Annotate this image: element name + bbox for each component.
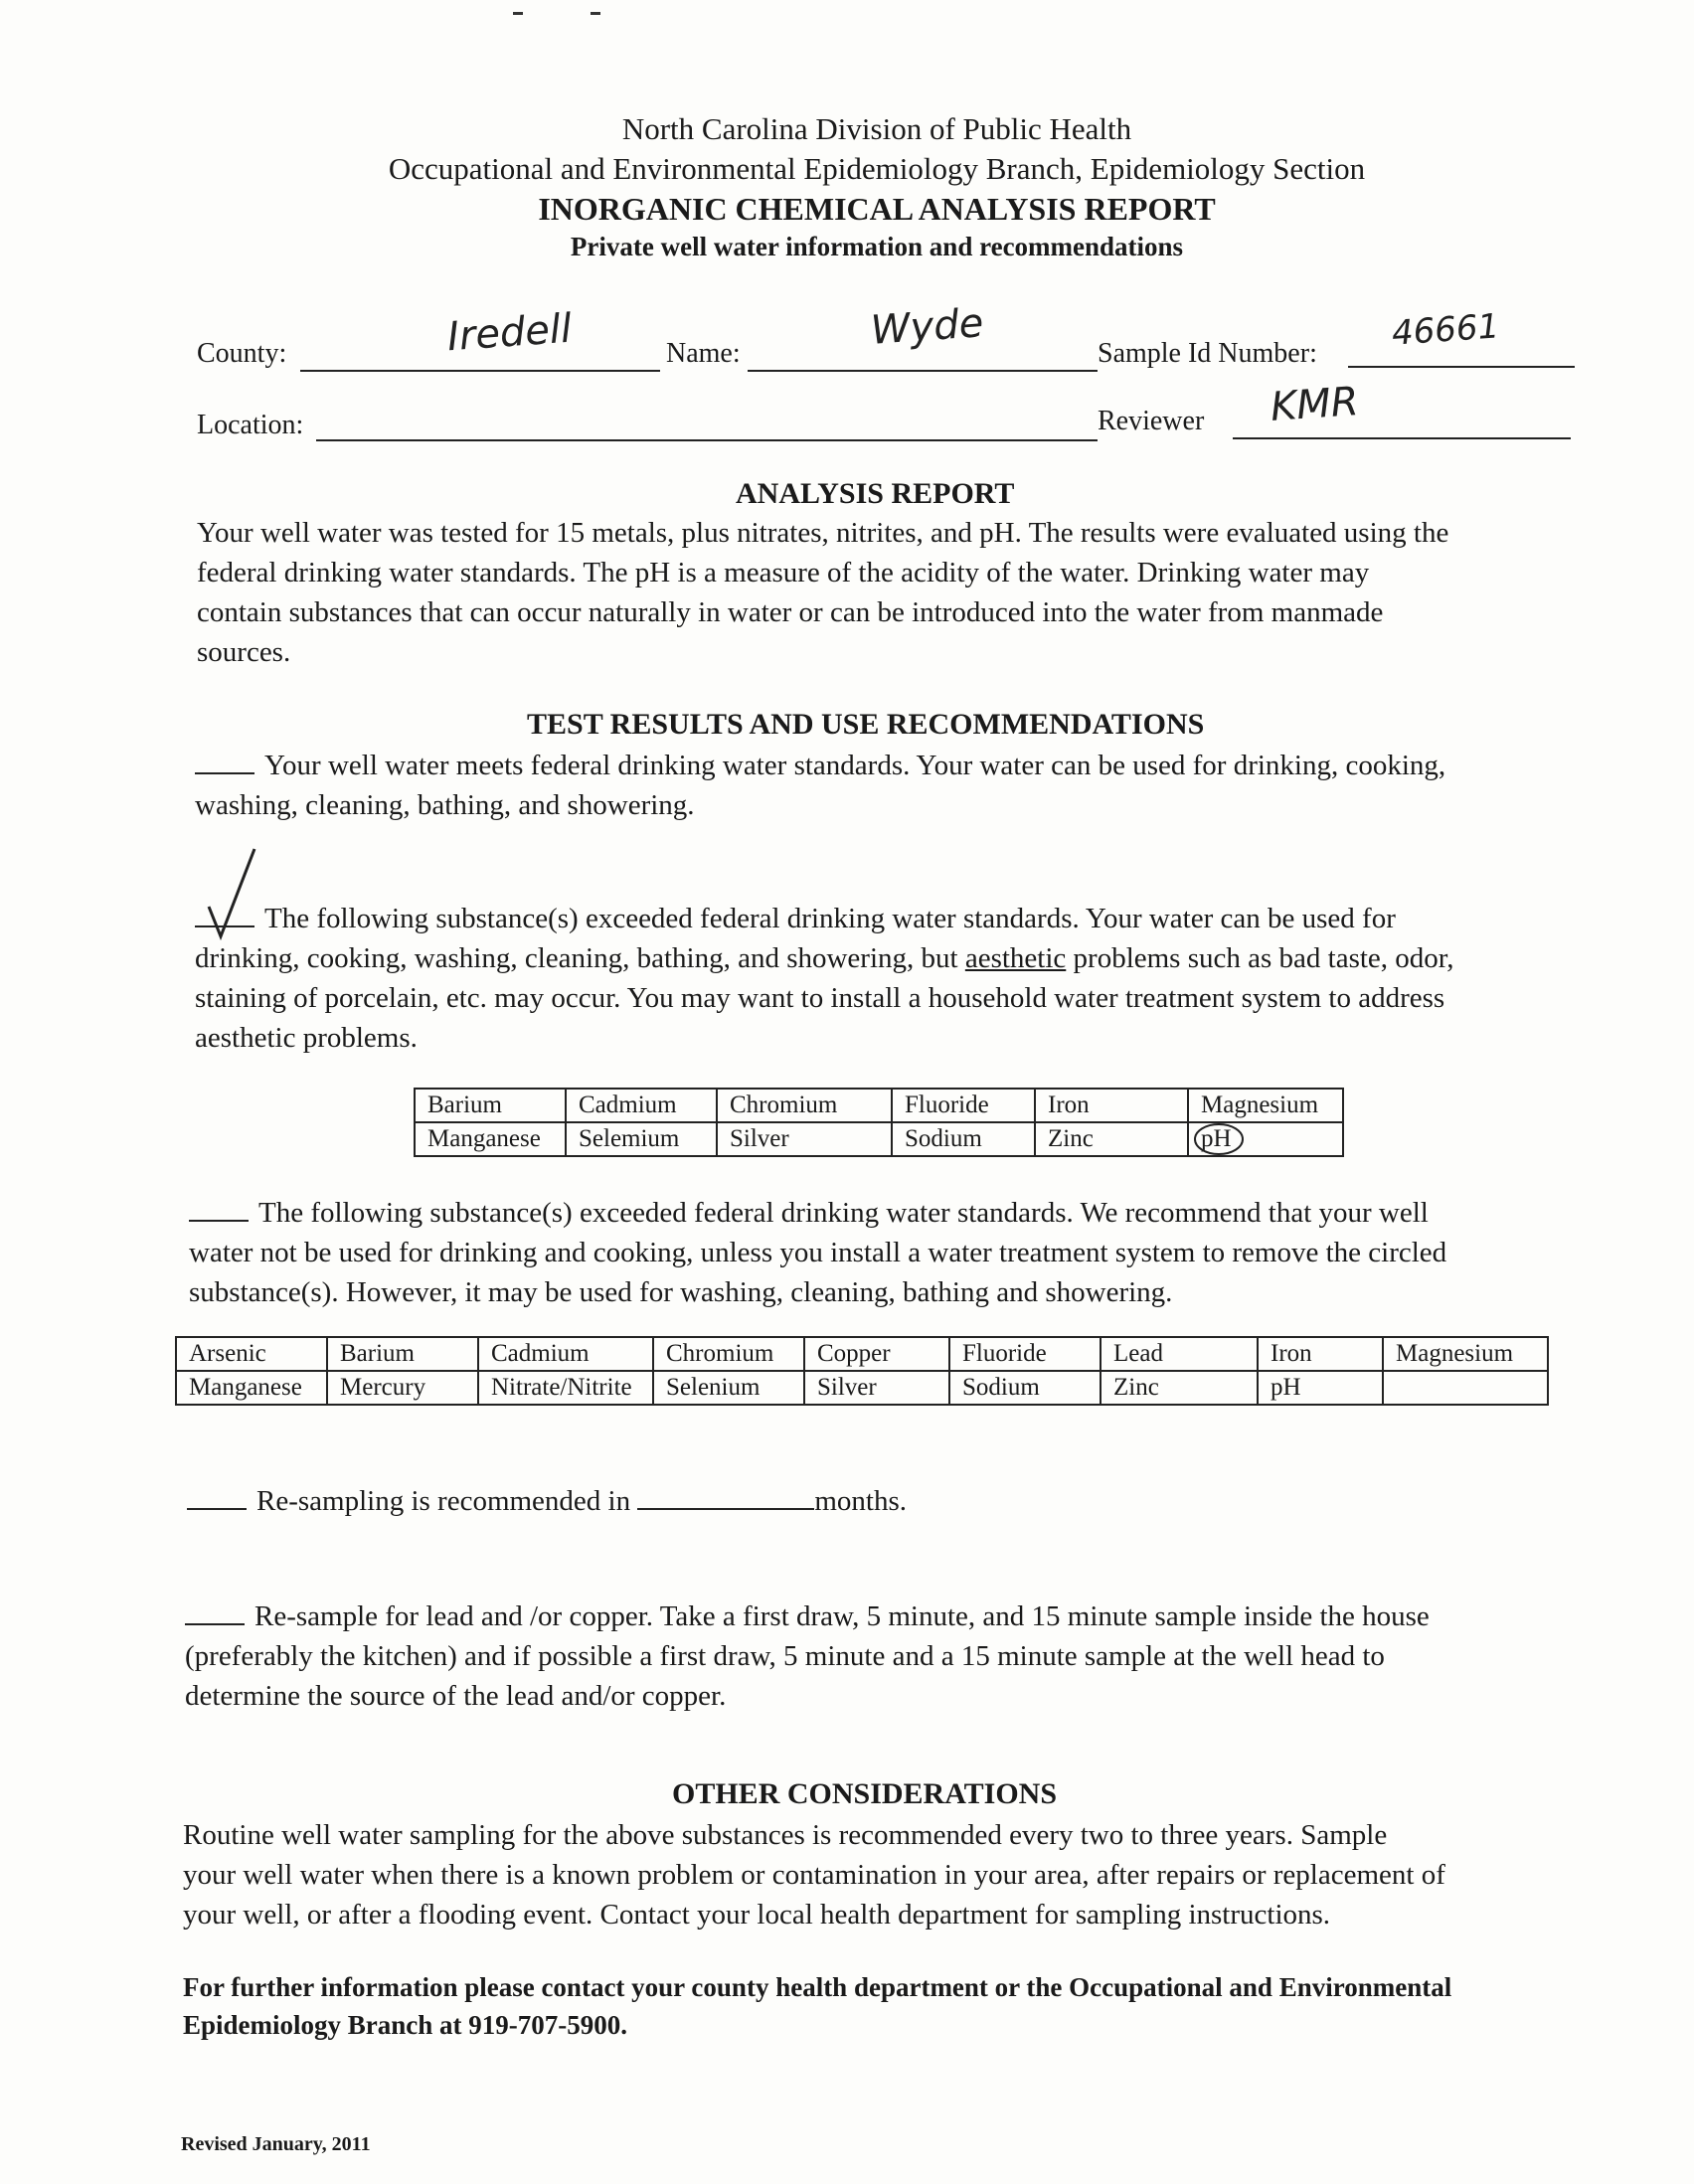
option-do-not-drink (189, 1193, 1610, 1312)
aesthetic-underline: aesthetic (964, 942, 1067, 974)
location-label: Location: (197, 410, 304, 440)
other-heading: OTHER CONSIDERATIONS (672, 1777, 1058, 1810)
table-cell: Magnesium (1383, 1337, 1548, 1371)
table-cell: Chromium (717, 1089, 892, 1122)
lead-line: (preferably the kitchen) and if possible a first draw, 5 minute and a 15 minute sample at the well head to (185, 1640, 1385, 1672)
county-label: County: (197, 338, 287, 369)
resample-months-field[interactable] (637, 1507, 814, 1510)
table-cell: Iron (1258, 1337, 1383, 1371)
lead-copper-checkbox[interactable] (185, 1622, 245, 1625)
lead-line: Re-sample for lead and /or copper. Take a first draw, 5 minute, and 15 minute sample inside the house (254, 1600, 1430, 1632)
option3-line: water not be used for drinking and cooking, unless you install a water treatment system to remove the circled (189, 1237, 1447, 1268)
analysis-line: federal drinking water standards. The pH is a measure of the acidity of the water. Drinking water may (197, 557, 1370, 588)
option2-line: problems such as bad taste, odor, (1066, 942, 1454, 974)
aesthetic-substances-table (414, 1088, 1344, 1157)
analysis-line: Your well water was tested for 15 metals, plus nitrates, nitrites, and pH. The results were evaluated using the (197, 517, 1449, 549)
table-cell: Sodium (949, 1371, 1101, 1405)
table-cell: Magnesium (1188, 1089, 1343, 1122)
table-cell: Iron (1035, 1089, 1188, 1122)
option3-checkbox[interactable] (189, 1219, 249, 1222)
resample-months-label: months. (814, 1485, 908, 1517)
branch-name: Occupational and Environmental Epidemiology Branch, Epidemiology Section (388, 151, 1366, 186)
analysis-heading: ANALYSIS REPORT (736, 477, 1015, 510)
option2-line: drinking, cooking, washing, cleaning, bathing, and showering, but (195, 942, 965, 974)
reviewer-label: Reviewer (1098, 406, 1205, 436)
option1-line: washing, cleaning, bathing, and showering. (195, 789, 695, 821)
table-cell: Silver (804, 1371, 949, 1405)
table-cell: Arsenic (176, 1337, 327, 1371)
table-row (415, 1089, 1343, 1122)
analysis-line: sources. (197, 636, 291, 668)
table-cell: Manganese (176, 1371, 327, 1405)
report-subtitle: Private well water information and recommendations (570, 232, 1184, 261)
name-label: Name: (666, 338, 741, 369)
other-line: Routine well water sampling for the above substances is recommended every two to three years. Sample (183, 1819, 1388, 1851)
other-paragraph (183, 1815, 1614, 1934)
option3-line: substance(s). However, it may be used for washing, cleaning, bathing and showering. (189, 1276, 1173, 1308)
county-field[interactable] (300, 370, 660, 372)
table-cell: Copper (804, 1337, 949, 1371)
analysis-paragraph (197, 513, 1609, 672)
table-cell: Barium (415, 1089, 566, 1122)
reviewer-field[interactable] (1233, 437, 1571, 439)
location-field[interactable] (316, 439, 1098, 441)
circle-mark-icon (1193, 1119, 1249, 1159)
table-cell: Chromium (653, 1337, 804, 1371)
table-row (176, 1337, 1548, 1371)
option2-line: aesthetic problems. (195, 1022, 418, 1054)
sample-id-field[interactable] (1348, 366, 1575, 368)
option-aesthetic-problems (195, 899, 1616, 1058)
other-line: your well water when there is a known problem or contamination in your area, after repairs or replacement of (183, 1859, 1445, 1891)
table-cell: Mercury (327, 1371, 478, 1405)
agency-name: North Carolina Division of Public Health (621, 111, 1132, 146)
table-cell: Cadmium (478, 1337, 653, 1371)
table-row (176, 1371, 1548, 1405)
option2-line: staining of porcelain, etc. may occur. You may want to install a household water treatment system to address (195, 982, 1445, 1014)
table-cell-ph (1188, 1122, 1343, 1156)
other-line: your well, or after a flooding event. Contact your local health department for sampling instructions. (183, 1899, 1331, 1931)
analysis-line: contain substances that can occur naturally in water or can be introduced into the water from manmade (197, 596, 1384, 628)
option1-checkbox[interactable] (195, 771, 254, 774)
table-cell: pH (1258, 1371, 1383, 1405)
table-cell: Zinc (1035, 1122, 1188, 1156)
sample-id-label: Sample Id Number: (1098, 338, 1317, 369)
name-field[interactable] (748, 370, 1098, 372)
table-row (415, 1122, 1343, 1156)
option2-checkbox[interactable] (195, 924, 254, 927)
resample-checkbox[interactable] (187, 1507, 247, 1510)
resample-text: Re-sampling is recommended in (256, 1485, 631, 1517)
health-substances-table (175, 1336, 1549, 1406)
report-title: INORGANIC CHEMICAL ANALYSIS REPORT (538, 191, 1216, 227)
table-cell: Selemium (566, 1122, 717, 1156)
table-cell: Fluoride (892, 1089, 1035, 1122)
contact-line: Epidemiology Branch at 919-707-5900. (183, 2010, 628, 2040)
lead-line: determine the source of the lead and/or copper. (185, 1680, 727, 1712)
table-cell: Lead (1101, 1337, 1258, 1371)
resample-option (187, 1481, 907, 1521)
option1-line: Your well water meets federal drinking water standards. Your water can be used for drinking, cooking, (264, 750, 1446, 781)
results-heading: TEST RESULTS AND USE RECOMMENDATIONS (527, 708, 1205, 741)
table-cell: Sodium (892, 1122, 1035, 1156)
table-cell: Fluoride (949, 1337, 1101, 1371)
option3-line: The following substance(s) exceeded federal drinking water standards. We recommend that your well (258, 1197, 1429, 1229)
table-cell: Barium (327, 1337, 478, 1371)
option2-check-glyph (0, 0, 1, 1)
contact-line: For further information please contact your county health department or the Occupational and Environmental (183, 1972, 1452, 2002)
lead-copper-option (185, 1596, 1616, 1716)
reviewer-value: KMR (1269, 378, 1361, 431)
sample-id-value: 46661 (1390, 306, 1501, 354)
ph-label: pH (1201, 1125, 1232, 1152)
contact-paragraph (183, 1968, 1614, 2044)
table-cell: Zinc (1101, 1371, 1258, 1405)
table-cell (1383, 1371, 1548, 1405)
county-value: Iredell (445, 305, 574, 361)
table-cell: Cadmium (566, 1089, 717, 1122)
table-cell: Manganese (415, 1122, 566, 1156)
option-meets-standards (195, 746, 1616, 825)
name-value: Wyde (869, 300, 985, 354)
table-cell: Nitrate/Nitrite (478, 1371, 653, 1405)
revised-date: Revised January, 2011 (181, 2133, 371, 2155)
table-cell: Selenium (653, 1371, 804, 1405)
table-cell: Silver (717, 1122, 892, 1156)
option2-line: The following substance(s) exceeded federal drinking water standards. Your water can be used for (264, 903, 1396, 934)
